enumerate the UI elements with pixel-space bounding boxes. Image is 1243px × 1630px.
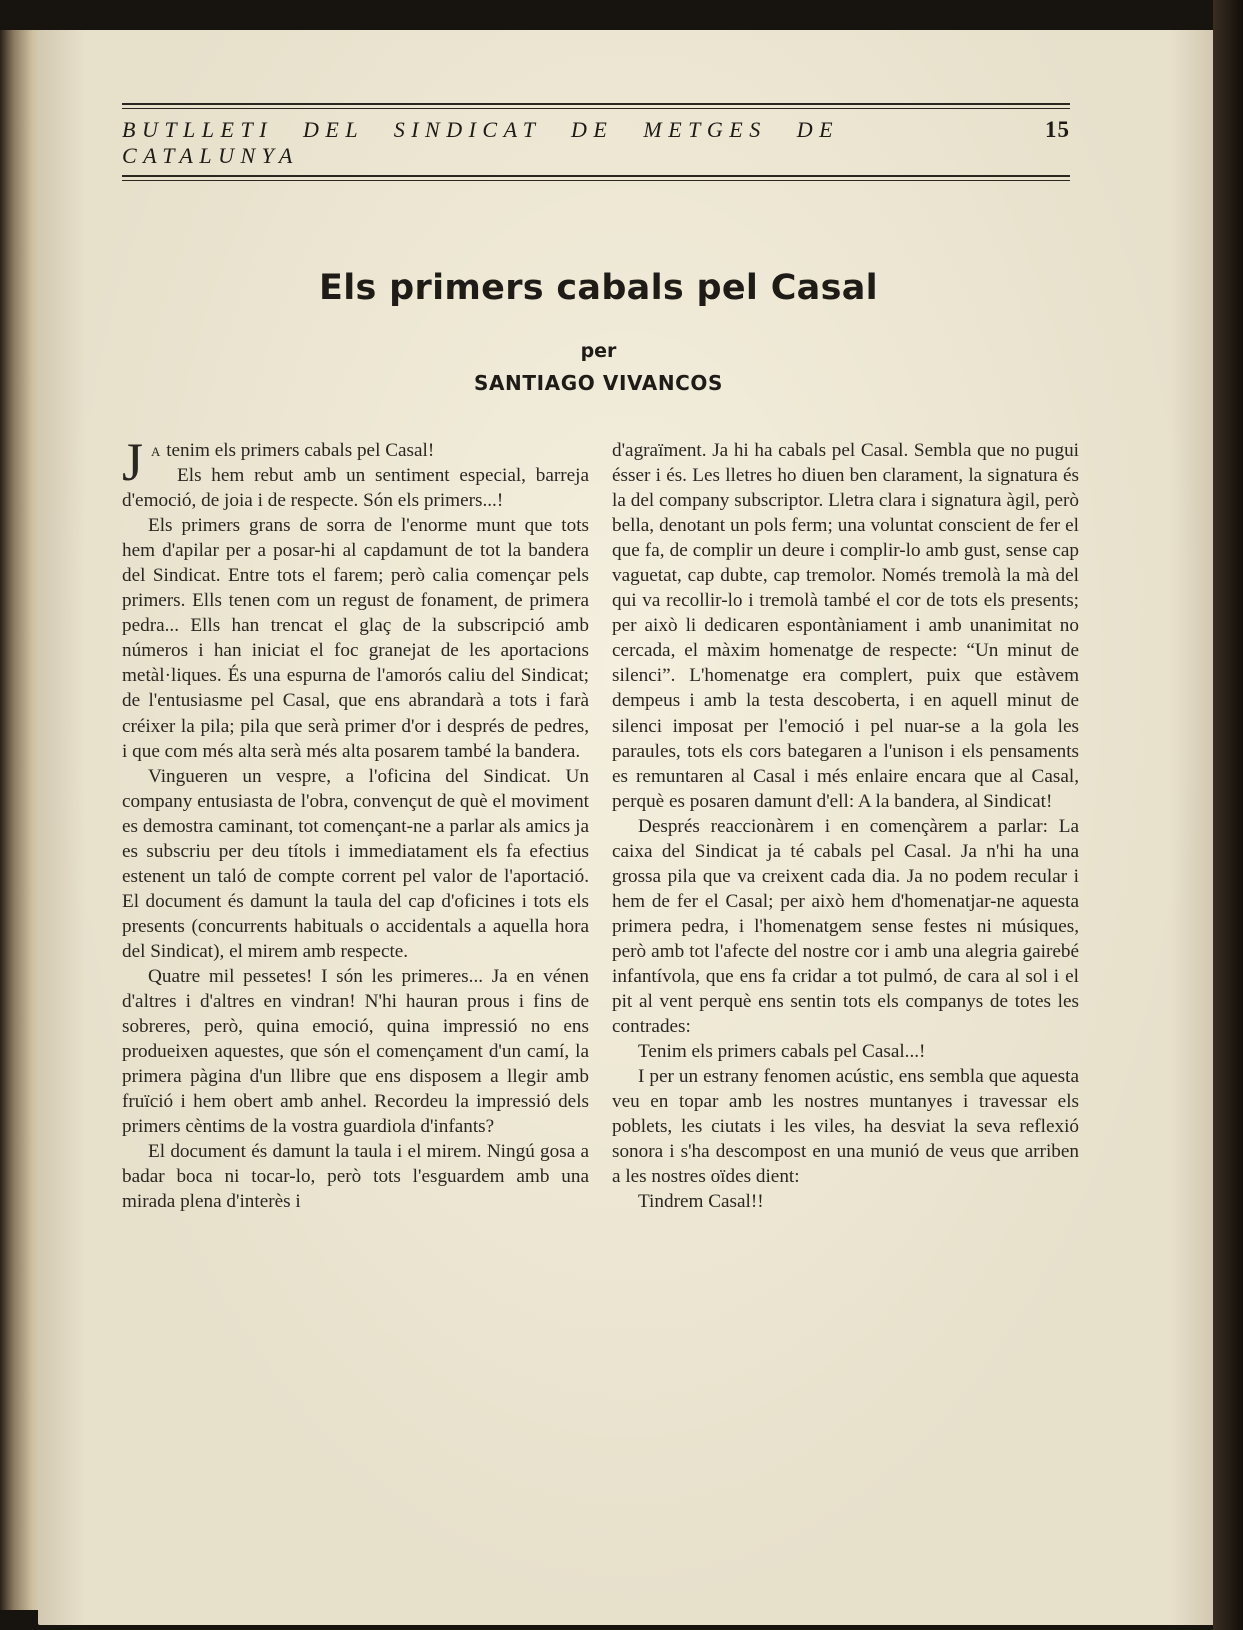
paragraph: d'agraïment. Ja hi ha cabals pel Casal. Sembla que no pugui ésser i és. Les lletres ho diuen ben clarament, la signatura és la del company subscriptor. Lletra clara i signatura àgil, però bella, denotant un pols ferm; una voluntat conscient de fer el que fa, de complir un deure i complir-lo amb gust, sense cap vaguetat, cap dubte, cap tremolor. Només tremolà la mà del qui va recollir-lo i tremolà també el cor de tots els presents; per això li dedicaren espontàniament i amb unanimitat no cercada, el màxim homenatge de respecte: “Un minut de silenci”. L'homenatge era complert, puix que estàvem dempeus i amb la testa descoberta, i en aquell minut de silenci imposat per l'emoció i pel nuar-se a la gola les paraules, tots els cors bategaren a l'unison i els pensaments es remuntaren al Casal i més enlaire encara que al Casal, perquè es posaren damunt d'ell: A la bandera, al Sindicat! xyxy=(612,440,1079,812)
binding-shadow xyxy=(1213,0,1243,1630)
paragraph: El document és damunt la taula i el mirem. Ningú gosa a badar boca ni tocar-lo, però tots l'esguardem amb una mirada plena d'interès i xyxy=(122,1141,589,1213)
article-title: Els primers cabals pel Casal xyxy=(319,268,878,308)
header-bottom-rule xyxy=(122,175,1070,181)
paragraph: Tenim els primers cabals pel Casal...! xyxy=(638,1041,926,1063)
author-name: SANTIAGO VIVANCOS xyxy=(473,371,724,395)
paragraph: Els hem rebut amb un sentiment especial, barreja d'emoció, de joia i de respecte. Són els primers...! xyxy=(122,465,589,512)
paragraph: Quatre mil pessetes! I són les primeres... Ja en vénen d'altres i d'altres en vindran! N'hi hauran prous i fins de sobreres, però, quina emoció, quina impressió no ens produeixen aquestes, que són el començament d'un camí, la primera pàgina d'un llibre que ens disposem a llegir amb fruïció i hem obert amb anhel. Recordeu la impressió dels primers cèntims de la vostra guardiola d'infants? xyxy=(122,965,589,1138)
journal-title: BUTLLETI DEL SINDICAT DE METGES DE CATALUNYA xyxy=(122,117,840,168)
byline: per xyxy=(580,340,617,362)
paragraph: Els primers grans de sorra de l'enorme munt que tots hem d'apilar per a posar-hi al capdamunt de tot la bandera del Sindicat. Entre tots el farem; però calia començar pels primers. Ells tenen com un regust de fonament, de primera pedra... Ells han trencat el glaç de la subscripció amb números i han iniciat el foc granejat de les aportacions metàl·liques. És una espurna de l'amorós caliu del Sindicat; de l'entusiasme pel Casal, que ens abrandarà a tots i farà créixer la pila; pila que serà primer d'or i després de pedres, i que com més alta serà més alta posarem també la bandera. xyxy=(122,515,589,762)
right-column xyxy=(612,438,1079,1214)
paragraph: Vingueren un vespre, a l'oficina del Sindicat. Un company entusiasta de l'obra, convençut de què el moviment es demostra caminant, tot començant-ne a parlar als amics ja es subscriu per deu títols i immediatament els fa efectius estenent un taló de compte corrent pel valor de l'aportació. El document és damunt la taula del cap d'oficines i tots els presents (concurrents habituals o accidentals a aquella hora del Sindicat), el mirem amb respecte. xyxy=(122,765,589,962)
lead-word: a xyxy=(151,440,162,461)
drop-cap: J xyxy=(122,432,144,492)
page-number: 15 xyxy=(1045,117,1070,142)
running-header xyxy=(122,103,1070,181)
lead-text: tenim els primers cabals pel Casal! xyxy=(161,440,435,461)
paragraph: Tindrem Casal!! xyxy=(638,1191,764,1213)
paragraph: I per un estrany fenomen acústic, ens sembla que aquesta veu en topar amb les nostres muntanyes i travessar els poblets, les ciutats i les viles, ha desviat la seva reflexió sonora i s'ha descompost en una munió de veus que arriben a les nostres oïdes dient: xyxy=(612,1066,1079,1188)
left-column xyxy=(122,432,589,1214)
paragraph: Després reaccionàrem i en començàrem a parlar: La caixa del Sindicat ja té cabals pel Casal. Ja n'hi ha una grossa pila que va creixent cada dia. Ja no podem recular i hem de fer el Casal; per això hem d'homenatjar-ne aquesta primera pedra, i l'homenatgem sense festes ni músiques, però amb tot l'afecte del nostre cor i amb una alegria gairebé infantívola, que ens fa cridar a tot pulmó, de cara al sol i el pit al vent perquè ens sentin tots els companys de totes les contrades: xyxy=(612,815,1079,1038)
